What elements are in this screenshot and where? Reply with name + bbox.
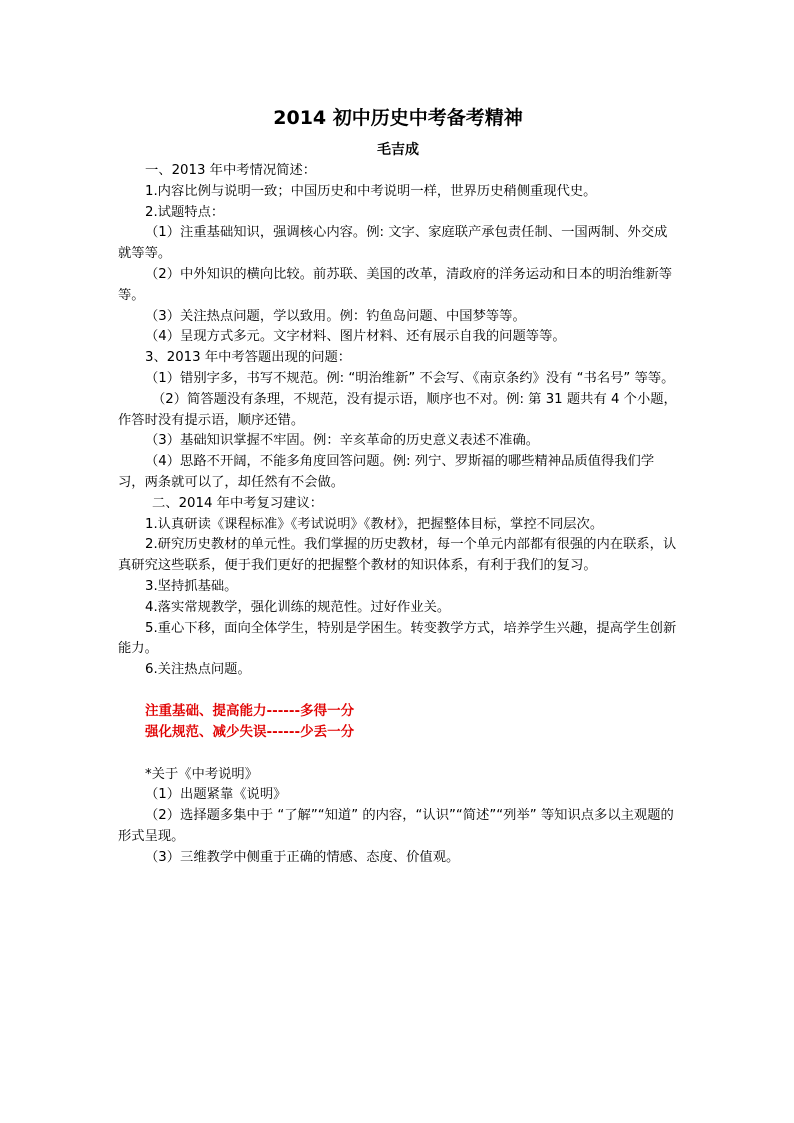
spacer	[118, 743, 678, 765]
note-heading: *关于《中考说明》	[145, 766, 259, 782]
paragraph: （2）中外知识的横向比较。前苏联、美国的改革，清政府的洋务运动和日本的明治维新等等。	[118, 266, 673, 303]
paragraph: （3）基础知识掌握不牢固。例：辛亥革命的历史意义表述不准确。	[145, 433, 540, 449]
note-item: （2）选择题多集中于 “了解”“知道” 的内容，“认识”“简述”“列举” 等知识点多以主观题的形式呈现。	[118, 808, 674, 844]
paragraph: （3）关注热点问题，学以致用。例：钓鱼岛问题、中国梦等等。	[145, 308, 526, 324]
paragraph: 3.坚持抓基础。	[145, 578, 238, 594]
document-title: 2014 初中历史中考备考精神	[273, 107, 523, 129]
slogan-line: 注重基础、提高能力------多得一分	[145, 702, 355, 719]
paragraph: 4.落实常规教学，强化训练的规范性。过好作业关。	[145, 599, 451, 615]
paragraph: 3、2013 年中考答题出现的问题：	[145, 350, 352, 366]
paragraph: （4）思路不开阔，不能多角度回答问题。例: 列宁、罗斯福的哪些精神品质值得我们学习，两条就可以了，却任然有不会做。	[118, 454, 655, 490]
section-heading-2: 二、2014 年中考复习建议：	[152, 495, 324, 511]
paragraph: （1）注重基础知识，强调核心内容。例: 文字、家庭联产承包责任制、一国两制、外交成就等等。	[118, 225, 668, 262]
paragraph: 6.关注热点问题。	[145, 662, 251, 678]
paragraph: 5.重心下移，面向全体学生，特别是学困生。转变教学方式，培养学生兴趣，提高学生创新能力。	[118, 620, 677, 657]
document-body	[118, 161, 678, 869]
section-heading-1: 一、2013 年中考情况简述：	[145, 163, 317, 178]
slogan-line: 强化规范、减少失误------少丢一分	[145, 723, 355, 740]
paragraph: （2）简答题没有条理，不规范，没有提示语，顺序也不对。例: 第 31 题共有 4 个小题，作答时没有提示语，顺序还错。	[118, 391, 677, 428]
spacer	[118, 681, 678, 701]
document-author: 毛吉成	[377, 142, 419, 158]
paragraph: （4）呈现方式多元。文字材料、图片材料、还有展示自我的问题等等。	[145, 329, 566, 345]
note-item: （1）出题紧靠《说明》	[145, 787, 287, 803]
paragraph: 2.试题特点：	[145, 204, 225, 220]
paragraph: 1.内容比例与说明一致；中国历史和中考说明一样，世界历史稍侧重现代史。	[145, 183, 597, 199]
paragraph: 2.研究历史教材的单元性。我们掌握的历史教材，每一个单元内部都有很强的内在联系，认真研究这些联系，便于我们更好的把握整个教材的知识体系，有利于我们的复习。	[118, 537, 677, 574]
paragraph: （1）错别字多，书写不规范。例: “明治维新” 不会写、《南京条约》没有 “书名号” 等等。	[145, 370, 675, 386]
paragraph: 1.认真研读《课程标准》《考试说明》《教材》，把握整体目标，掌控不同层次。	[145, 516, 604, 532]
note-item: （3）三维教学中侧重于正确的情感、态度、价值观。	[145, 849, 460, 865]
